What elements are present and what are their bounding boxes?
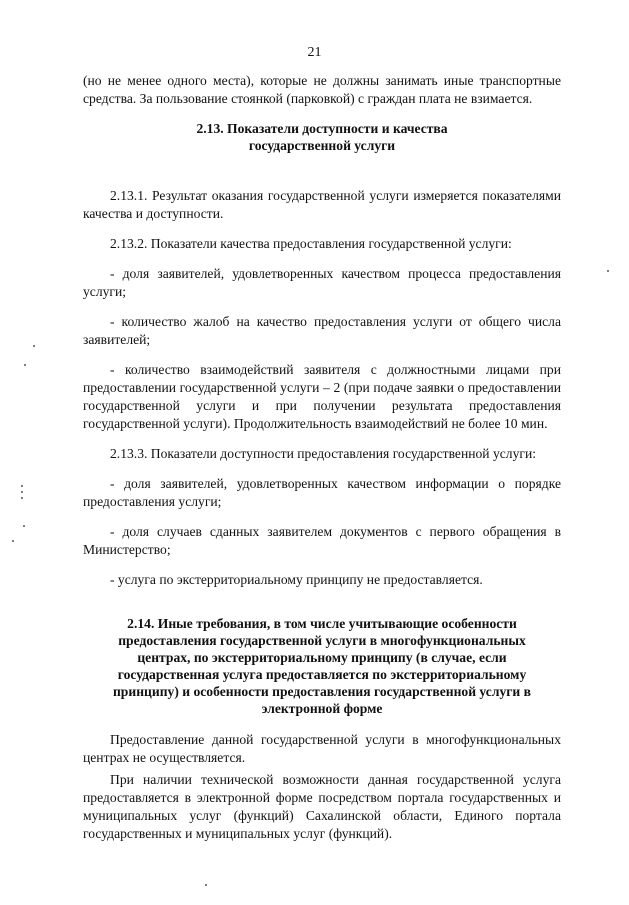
section-2-13-heading-line1: 2.13. Показатели доступности и качества xyxy=(196,121,448,136)
scan-speck xyxy=(23,525,25,527)
paragraph-interactions: - количество взаимодействий заявителя с должностными лицами при предоставлении государственной услуги – 2 (при подаче заявки о предоставлении государственной услуги и при получении результата предоставления государственной услуги). Продолжительность взаимодействий не более 10 мин. xyxy=(83,362,561,431)
section-2-14-heading-line: государственная услуга предоставляется по экстерриториальному xyxy=(117,667,527,682)
section-2-14-heading-line: предоставления государственной услуги в многофункциональных xyxy=(118,633,526,648)
page-number: 21 xyxy=(307,45,322,60)
section-2-14-heading-line: 2.14. Иные требования, в том числе учитывающие особенности xyxy=(127,616,517,631)
scan-speck xyxy=(24,364,26,366)
paragraph-first-submit: - доля случаев сданных заявителем документов с первого обращения в Министерство; xyxy=(83,524,561,557)
scan-speck xyxy=(21,497,23,499)
paragraph-share-satisfied: - доля заявителей, удовлетворенных качеством процесса предоставления услуги; xyxy=(83,266,561,299)
paragraph-2-13-1: 2.13.1. Результат оказания государственной услуги измеряется показателями качества и доступности. xyxy=(83,188,561,221)
scan-speck xyxy=(12,540,14,542)
paragraph-complaints: - количество жалоб на качество предоставления услуги от общего числа заявителей; xyxy=(83,314,561,347)
scan-speck xyxy=(21,491,23,493)
scan-speck xyxy=(205,884,207,886)
paragraph-electronic-form: При наличии технической возможности данная государственной услуга предоставляется в электронной форме посредством портала государственных и муниципальных услуг (функций) Сахалинской области, Единого портала государственных и муниципальных услуг (функций). xyxy=(83,772,561,841)
paragraph-intro: (но не менее одного места), которые не должны занимать иные транспортные средства. За пользование стоянкой (парковкой) с граждан плата не взимается. xyxy=(83,73,561,106)
paragraph-2-13-2: 2.13.2. Показатели качества предоставления государственной услуги: xyxy=(110,236,512,251)
document-body xyxy=(83,72,561,843)
section-2-13-heading xyxy=(83,120,561,154)
section-2-14-heading-line: электронной форме xyxy=(261,701,383,716)
paragraph-mfc: Предоставление данной государственной услуги в многофункциональных центрах не осуществляется. xyxy=(83,732,561,765)
section-2-14-heading xyxy=(83,615,561,717)
paragraph-info-quality: - доля заявителей, удовлетворенных качеством информации о порядке предоставления услуги; xyxy=(83,476,561,509)
scan-speck xyxy=(607,270,609,272)
scan-speck xyxy=(33,345,35,347)
section-2-14-heading-line: центрах, по экстерриториальному принципу (в случае, если xyxy=(137,650,507,665)
scan-speck xyxy=(21,485,23,487)
paragraph-extraterritorial: - услуга по экстерриториальному принципу не предоставляется. xyxy=(110,572,483,587)
paragraph-2-13-3: 2.13.3. Показатели доступности предоставления государственной услуги: xyxy=(110,446,537,461)
section-2-13-heading-line2: государственной услуги xyxy=(248,138,396,153)
section-2-14-heading-line: принципу) и особенности предоставления государственной услуги в xyxy=(112,684,532,699)
